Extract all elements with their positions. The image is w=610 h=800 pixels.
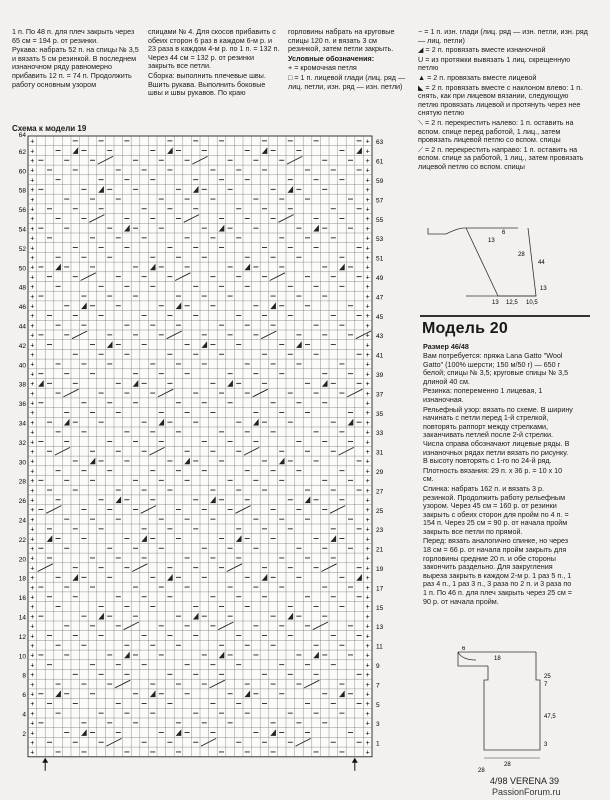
row-number-label: 30 <box>18 459 26 467</box>
edge-stitch-icon: + <box>365 264 370 272</box>
edge-stitch-icon: + <box>30 516 35 524</box>
row-number-label: 8 <box>22 672 26 680</box>
edge-stitch-icon: + <box>30 545 35 553</box>
edge-stitch-icon: + <box>30 410 35 418</box>
edge-stitch-icon: + <box>365 691 370 699</box>
row-number-label: 15 <box>376 604 384 612</box>
row-number-label: 53 <box>376 236 384 244</box>
dim-label: 47,5 <box>544 714 556 720</box>
row-number-label: 26 <box>18 498 26 506</box>
row-number-label: 39 <box>376 372 384 380</box>
knitting-chart <box>10 132 398 782</box>
dim-label: 13 <box>488 238 495 244</box>
edge-stitch-icon: + <box>30 633 35 641</box>
edge-stitch-icon: + <box>30 284 35 292</box>
edge-stitch-icon: + <box>30 167 35 175</box>
knitting-chart-svg <box>10 132 398 782</box>
dim-label: 44 <box>538 260 545 266</box>
edge-stitch-icon: + <box>30 371 35 379</box>
edge-stitch-icon: + <box>365 497 370 505</box>
row-number-label: 41 <box>376 352 384 360</box>
repeat-arrow-icon <box>42 758 48 763</box>
edge-stitch-icon: + <box>365 575 370 583</box>
edge-stitch-icon: + <box>365 536 370 544</box>
edge-stitch-icon: + <box>365 623 370 631</box>
legend-item: − = 1 п. изн. глади (лиц. ряд — изн. петли, изн. ряд — лиц. петли) <box>418 27 588 45</box>
edge-stitch-icon: + <box>30 332 35 340</box>
edge-stitch-icon: + <box>365 206 370 214</box>
edge-stitch-icon: + <box>30 555 35 563</box>
paragraph: Сборка: выполнить плечевые швы. Вшить рукава. Выполнить боковые швы и швы рукавов. По краю <box>148 70 266 98</box>
edge-stitch-icon: + <box>365 157 370 165</box>
edge-stitch-icon: + <box>365 410 370 418</box>
edge-stitch-icon: + <box>365 293 370 301</box>
edge-stitch-icon: + <box>30 507 35 515</box>
edge-stitch-icon: + <box>365 545 370 553</box>
legend-item: □ = 1 п. лицевой глади (лиц. ряд — лиц. петли, изн. ряд — изн. петли) <box>288 72 406 91</box>
edge-stitch-icon: + <box>365 303 370 311</box>
row-number-label: 3 <box>376 721 380 729</box>
row-number-label: 56 <box>18 207 26 215</box>
row-number-label: 36 <box>18 401 26 409</box>
edge-stitch-icon: + <box>30 584 35 592</box>
edge-stitch-icon: + <box>30 691 35 699</box>
row-number-label: 18 <box>18 575 26 583</box>
schema-title: Схема к модели 19 <box>12 124 87 133</box>
row-number-label: 44 <box>18 323 26 331</box>
edge-stitch-icon: + <box>30 342 35 350</box>
edge-stitch-icon: + <box>30 478 35 486</box>
edge-stitch-icon: + <box>30 400 35 408</box>
edge-stitch-icon: + <box>365 138 370 146</box>
text-column-3 <box>288 28 406 92</box>
edge-stitch-icon: + <box>365 487 370 495</box>
edge-stitch-icon: + <box>365 730 370 738</box>
model-20-text <box>423 352 573 607</box>
edge-stitch-icon: + <box>365 439 370 447</box>
row-number-label: 47 <box>376 294 384 302</box>
edge-stitch-icon: + <box>365 429 370 437</box>
dim-label: 7 <box>544 682 548 688</box>
edge-stitch-icon: + <box>30 701 35 709</box>
edge-stitch-icon: + <box>365 604 370 612</box>
edge-stitch-icon: + <box>365 381 370 389</box>
edge-stitch-icon: + <box>30 448 35 456</box>
edge-stitch-icon: + <box>365 390 370 398</box>
row-number-label: 25 <box>376 507 384 515</box>
edge-stitch-icon: + <box>365 351 370 359</box>
edge-stitch-icon: + <box>365 672 370 680</box>
edge-stitch-icon: + <box>365 633 370 641</box>
edge-stitch-icon: + <box>30 206 35 214</box>
legend-title: Условные обозначения: <box>288 53 375 63</box>
row-number-label: 38 <box>18 381 26 389</box>
edge-stitch-icon: + <box>365 148 370 156</box>
dim-label: 13 <box>540 286 547 292</box>
row-number-label: 46 <box>18 304 26 312</box>
row-number-label: 42 <box>18 342 26 350</box>
row-number-label: 60 <box>18 168 26 176</box>
edge-stitch-icon: + <box>30 216 35 224</box>
row-number-label: 50 <box>18 265 26 273</box>
row-number-label: 35 <box>376 410 384 418</box>
edge-stitch-icon: + <box>30 274 35 282</box>
row-number-label: 27 <box>376 488 384 496</box>
paragraph: горловины набрать на круговые спицы 120 п. и вязать 3 см резинкой, затем петли закрыть. <box>288 27 395 54</box>
paragraph: Резинка: попеременно 1 лицевая, 1 изнаночная. <box>423 386 543 404</box>
edge-stitch-icon: + <box>365 739 370 747</box>
row-number-label: 12 <box>18 633 26 641</box>
row-number-label: 48 <box>18 284 26 292</box>
row-number-label: 1 <box>376 740 380 748</box>
dim-label: 12,5 <box>506 300 518 306</box>
paragraph: спицами № 4. Для скосов прибавить с обеих сторон 6 раз в каждом 6-м р. и 23 раза в каждом 4-м р. по 1 п. = 132 п. Через 44 см = 132 р. от резинки закрыть все петли. <box>148 27 280 71</box>
edge-stitch-icon: + <box>30 613 35 621</box>
edge-stitch-icon: + <box>30 652 35 660</box>
edge-stitch-icon: + <box>30 487 35 495</box>
row-number-label: 43 <box>376 333 384 341</box>
row-number-label: 7 <box>376 682 380 690</box>
edge-stitch-icon: + <box>365 400 370 408</box>
edge-stitch-icon: + <box>30 594 35 602</box>
edge-stitch-icon: + <box>30 293 35 301</box>
edge-stitch-icon: + <box>30 730 35 738</box>
edge-stitch-icon: + <box>365 555 370 563</box>
row-number-label: 9 <box>376 663 380 671</box>
edge-stitch-icon: + <box>30 468 35 476</box>
edge-stitch-icon: + <box>30 157 35 165</box>
row-number-label: 2 <box>22 730 26 738</box>
edge-stitch-icon: + <box>365 177 370 185</box>
edge-stitch-icon: + <box>365 652 370 660</box>
paragraph: Рукава: набрать 52 п. на спицы № 3,5 и вязать 5 см резинкой. В последнем изнаночном ряду равномерно прибавить 12 п. = 74 п. Продолжить работу основным узором <box>12 45 139 89</box>
edge-stitch-icon: + <box>30 458 35 466</box>
edge-stitch-icon: + <box>30 390 35 398</box>
row-number-label: 5 <box>376 701 380 709</box>
row-number-label: 32 <box>18 439 26 447</box>
edge-stitch-icon: + <box>30 439 35 447</box>
edge-stitch-icon: + <box>30 254 35 262</box>
edge-stitch-icon: + <box>30 187 35 195</box>
edge-stitch-icon: + <box>365 216 370 224</box>
edge-stitch-icon: + <box>365 478 370 486</box>
edge-stitch-icon: + <box>365 565 370 573</box>
row-number-label: 29 <box>376 469 384 477</box>
edge-stitch-icon: + <box>30 604 35 612</box>
row-number-label: 63 <box>376 139 384 147</box>
row-number-label: 52 <box>18 245 26 253</box>
edge-stitch-icon: + <box>30 623 35 631</box>
row-number-label: 45 <box>376 313 384 321</box>
edge-stitch-icon: + <box>30 739 35 747</box>
edge-stitch-icon: + <box>365 701 370 709</box>
dim-label: 28 <box>478 768 485 774</box>
dim-label: 18 <box>494 656 501 662</box>
edge-stitch-icon: + <box>30 303 35 311</box>
edge-stitch-icon: + <box>365 594 370 602</box>
edge-stitch-icon: + <box>30 138 35 146</box>
text-column-2 <box>148 28 280 99</box>
row-number-label: 16 <box>18 595 26 603</box>
row-number-label: 58 <box>18 187 26 195</box>
edge-stitch-icon: + <box>30 565 35 573</box>
edge-stitch-icon: + <box>365 225 370 233</box>
edge-stitch-icon: + <box>30 177 35 185</box>
paragraph: Плотность вязания: 29 п. х 36 р. = 10 х 10 см. <box>423 465 563 484</box>
edge-stitch-icon: + <box>365 681 370 689</box>
edge-stitch-icon: + <box>30 749 35 757</box>
edge-stitch-icon: + <box>30 351 35 359</box>
edge-stitch-icon: + <box>30 225 35 233</box>
edge-stitch-icon: + <box>365 642 370 650</box>
edge-stitch-icon: + <box>365 235 370 243</box>
row-number-label: 57 <box>376 197 384 205</box>
edge-stitch-icon: + <box>365 196 370 204</box>
edge-stitch-icon: + <box>365 516 370 524</box>
edge-stitch-icon: + <box>30 526 35 534</box>
edge-stitch-icon: + <box>30 419 35 427</box>
edge-stitch-icon: + <box>30 148 35 156</box>
legend-item: ◣ = 2 п. провязать вместе с наклоном влево: 1 п. снять, как при лицевом вязании, следующую петлю провязать лицевой и протянуть через нее снятую петлю <box>418 82 583 118</box>
edge-stitch-icon: + <box>30 642 35 650</box>
legend-item: + = кромочная петля <box>288 63 357 73</box>
edge-stitch-icon: + <box>365 361 370 369</box>
row-number-label: 20 <box>18 556 26 564</box>
paragraph: Перед: вязать аналогично спинке, но через 18 см = 66 р. от начала пройм закрыть для горловины средние 20 п. и обе стороны закончить раздельно. Для закругления выреза закрыть в каждом 2-м р. 1 раз 5 п., 1 раз 4 п., 1 раз 3 п., 3 раза по 2 п. и 3 раза по 1 п. По 46 п. для плеч закрыть через 25 см = 90 р. от начала пройм. <box>423 536 573 606</box>
row-number-label: 40 <box>18 362 26 370</box>
row-number-label: 13 <box>376 624 384 632</box>
edge-stitch-icon: + <box>365 662 370 670</box>
edge-stitch-icon: + <box>365 468 370 476</box>
edge-stitch-icon: + <box>365 526 370 534</box>
dim-label: 28 <box>504 762 511 768</box>
row-number-label: 23 <box>376 527 384 535</box>
edge-stitch-icon: + <box>365 274 370 282</box>
edge-stitch-icon: + <box>365 342 370 350</box>
edge-stitch-icon: + <box>30 264 35 272</box>
dim-label: 25 <box>544 674 551 680</box>
row-number-label: 10 <box>18 653 26 661</box>
row-number-label: 24 <box>18 517 26 525</box>
edge-stitch-icon: + <box>30 720 35 728</box>
row-number-label: 64 <box>18 132 26 139</box>
edge-stitch-icon: + <box>30 381 35 389</box>
legend-item: ⟋ = 2 п. перекрестить направо: 1 п. оставить на вспом. спице за работой, 1 лиц., затем провязать лицевой петлю со вспом. спицы <box>418 144 584 171</box>
edge-stitch-icon: + <box>365 332 370 340</box>
dim-label: 3 <box>544 742 548 748</box>
legend-item: U = из протяжки вывязать 1 лиц. скрещенную петлю <box>418 54 571 73</box>
edge-stitch-icon: + <box>365 584 370 592</box>
edge-stitch-icon: + <box>365 419 370 427</box>
edge-stitch-icon: + <box>365 254 370 262</box>
edge-stitch-icon: + <box>365 613 370 621</box>
edge-stitch-icon: + <box>30 322 35 330</box>
row-number-label: 55 <box>376 216 384 224</box>
dim-label: 28 <box>518 252 525 258</box>
edge-stitch-icon: + <box>365 371 370 379</box>
edge-stitch-icon: + <box>30 245 35 253</box>
row-number-label: 61 <box>376 158 384 166</box>
edge-stitch-icon: + <box>30 710 35 718</box>
row-number-label: 14 <box>18 614 26 622</box>
edge-stitch-icon: + <box>365 167 370 175</box>
edge-stitch-icon: + <box>365 313 370 321</box>
edge-stitch-icon: + <box>365 749 370 757</box>
watermark: PassionForum.ru <box>492 787 561 797</box>
edge-stitch-icon: + <box>30 313 35 321</box>
row-number-label: 19 <box>376 566 384 574</box>
legend-item: ⟍ = 2 п. перекрестить налево: 1 п. оставить на вспом. спице перед работой, 1 лиц., затем провязать лицевой петлю со вспом. спицы <box>418 117 574 145</box>
page-footer: 4/98 VERENA 39 <box>490 776 560 786</box>
edge-stitch-icon: + <box>365 448 370 456</box>
edge-stitch-icon: + <box>30 429 35 437</box>
row-number-label: 21 <box>376 546 384 554</box>
row-number-label: 31 <box>376 449 384 457</box>
row-number-label: 34 <box>18 420 26 428</box>
edge-stitch-icon: + <box>30 536 35 544</box>
edge-stitch-icon: + <box>30 672 35 680</box>
paragraph: 1 п. По 48 п. для плеч закрыть через 65 см = 194 р. от резинки. <box>12 27 135 45</box>
edge-stitch-icon: + <box>365 710 370 718</box>
dim-label: 6 <box>502 230 506 236</box>
edge-stitch-icon: + <box>30 575 35 583</box>
row-number-label: 37 <box>376 391 384 399</box>
edge-stitch-icon: + <box>30 196 35 204</box>
row-number-label: 59 <box>376 178 384 186</box>
row-number-label: 6 <box>22 692 26 700</box>
garment-diagram <box>418 646 590 774</box>
edge-stitch-icon: + <box>30 361 35 369</box>
row-number-label: 33 <box>376 430 384 438</box>
row-number-label: 28 <box>18 478 26 486</box>
section-divider <box>420 315 590 317</box>
model-title: Модель 20 <box>422 320 508 337</box>
row-number-label: 49 <box>376 275 384 283</box>
edge-stitch-icon: + <box>365 322 370 330</box>
row-number-label: 11 <box>376 643 383 651</box>
paragraph: Рельефный узор: вязать по схеме. В ширину начинать с петли перед 1-й стрелкой, повторять раппорт между стрелками, заканчивать петлей после 2-й стрелки. Числа справа обозначают лицевые ряды. В изнаночных рядах петли вязать по рисунку. В высоту повторять с 1-го по 24-й ряд. <box>423 404 573 466</box>
paragraph: Спинка: набрать 162 п. и вязать 3 р. резинкой. Продолжить работу рельефным узором. Через 45 см = 160 р. от резинки закрыть с обеих сторон для пройм по 4 п. = 154 п. Через 25 см = 90 р. от начала пройм закрыть все петли по прямой. <box>423 483 569 536</box>
size-line: Размер 46/48 <box>423 342 469 351</box>
row-number-label: 17 <box>376 585 384 593</box>
row-number-label: 4 <box>22 711 26 719</box>
edge-stitch-icon: + <box>30 235 35 243</box>
row-number-label: 51 <box>376 255 384 263</box>
paragraph: Вам потребуется: пряжа Lana Gatto "Wool Gatto" (100% шерсти; 150 м/50 г) — 650 г белой; спицы № 3,5; круговые спицы № 3,5 длиной 40 см. <box>423 351 569 386</box>
legend-item: ◢ = 2 п. провязать вместе изнаночной <box>418 45 546 55</box>
row-number-label: 54 <box>18 226 26 234</box>
text-column-1 <box>12 28 140 90</box>
sleeve-pattern-diagram <box>410 224 560 308</box>
edge-stitch-icon: + <box>365 284 370 292</box>
edge-stitch-icon: + <box>365 507 370 515</box>
edge-stitch-icon: + <box>30 497 35 505</box>
edge-stitch-icon: + <box>365 245 370 253</box>
dim-label: 6 <box>462 646 466 652</box>
row-number-label: 62 <box>18 148 26 156</box>
edge-stitch-icon: + <box>365 458 370 466</box>
dim-label: 10,5 <box>526 300 538 306</box>
dim-label: 13 <box>492 300 499 306</box>
edge-stitch-icon: + <box>365 720 370 728</box>
legend-item: ▲ = 2 п. провязать вместе лицевой <box>418 72 537 82</box>
edge-stitch-icon: + <box>365 187 370 195</box>
row-number-label: 22 <box>18 536 26 544</box>
repeat-arrow-icon <box>352 758 358 763</box>
edge-stitch-icon: + <box>30 662 35 670</box>
edge-stitch-icon: + <box>30 681 35 689</box>
text-column-4 <box>418 28 590 173</box>
